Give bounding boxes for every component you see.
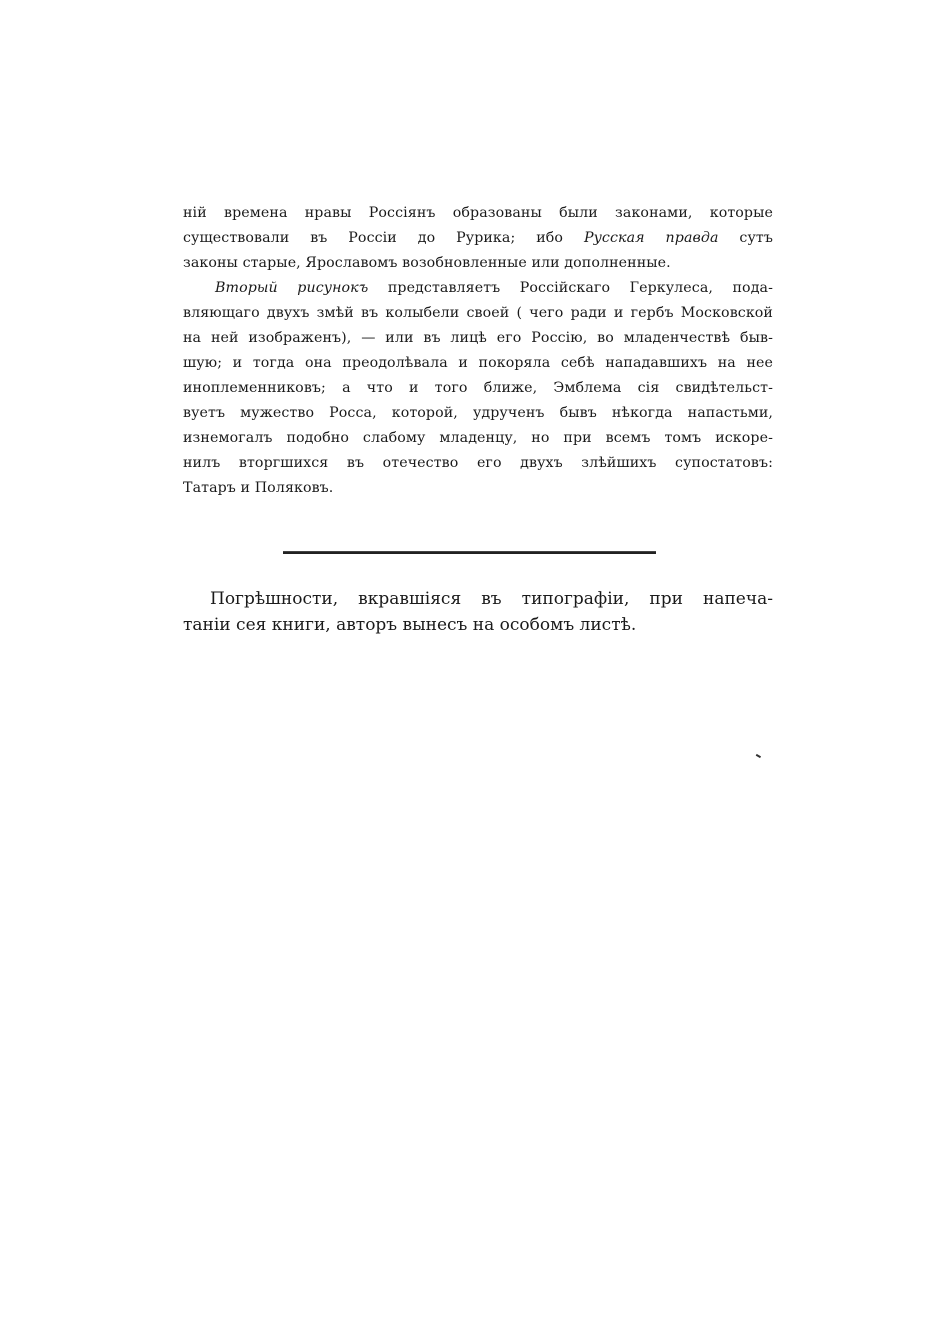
text-line: ній времена нравы Россіянъ образованы были законами, которые [183,205,773,221]
text-line: Татаръ и Поляковъ. [183,480,334,496]
horizontal-divider [283,551,656,554]
italic-term: Вторый рисунокъ [215,280,369,296]
text-line: Погрѣшности, вкравшіяся въ типографіи, при напеча- [210,589,773,609]
text-line: на ней изображенъ), — или въ лицѣ его Россію, во младенчествѣ быв- [183,330,773,346]
text-line: таніи сея книги, авторъ вынесъ на особомъ листѣ. [183,615,637,635]
text-line: шую; и тогда она преодолѣвала и покоряла себѣ нападавшихъ на нее [183,355,773,371]
text-line: вуетъ мужество Росса, которой, удрученъ бывъ нѣкогда напастьми, [183,405,773,421]
text-line: иноплеменниковъ; а что и того ближе, Эмблема сія свидѣтельст- [183,380,773,396]
paragraph-second-drawing [183,276,773,501]
text-line: нилъ вторгшихся въ отечество его двухъ злѣйшихъ супостатовъ: [183,455,773,471]
text-line: законы старые, Ярославомъ возобновленные или дополненные. [183,255,671,271]
errata-note [183,586,773,638]
text-line: Вторый рисунокъ представляетъ Россійскаго Геркулеса, пода- [215,280,773,296]
text-line: вляющаго двухъ змѣй въ колыбели своей ( чего ради и гербъ Московской [183,305,773,321]
text-line: изнемогалъ подобно слабому младенцу, но при всемъ томъ искоре- [183,430,773,446]
text-line: существовали въ Россіи до Рурика; ибо Русская правда сутъ [183,230,773,246]
ink-speck [756,754,761,758]
italic-term: Русская правда [583,230,719,246]
paragraph-russkaya-pravda [183,201,773,276]
